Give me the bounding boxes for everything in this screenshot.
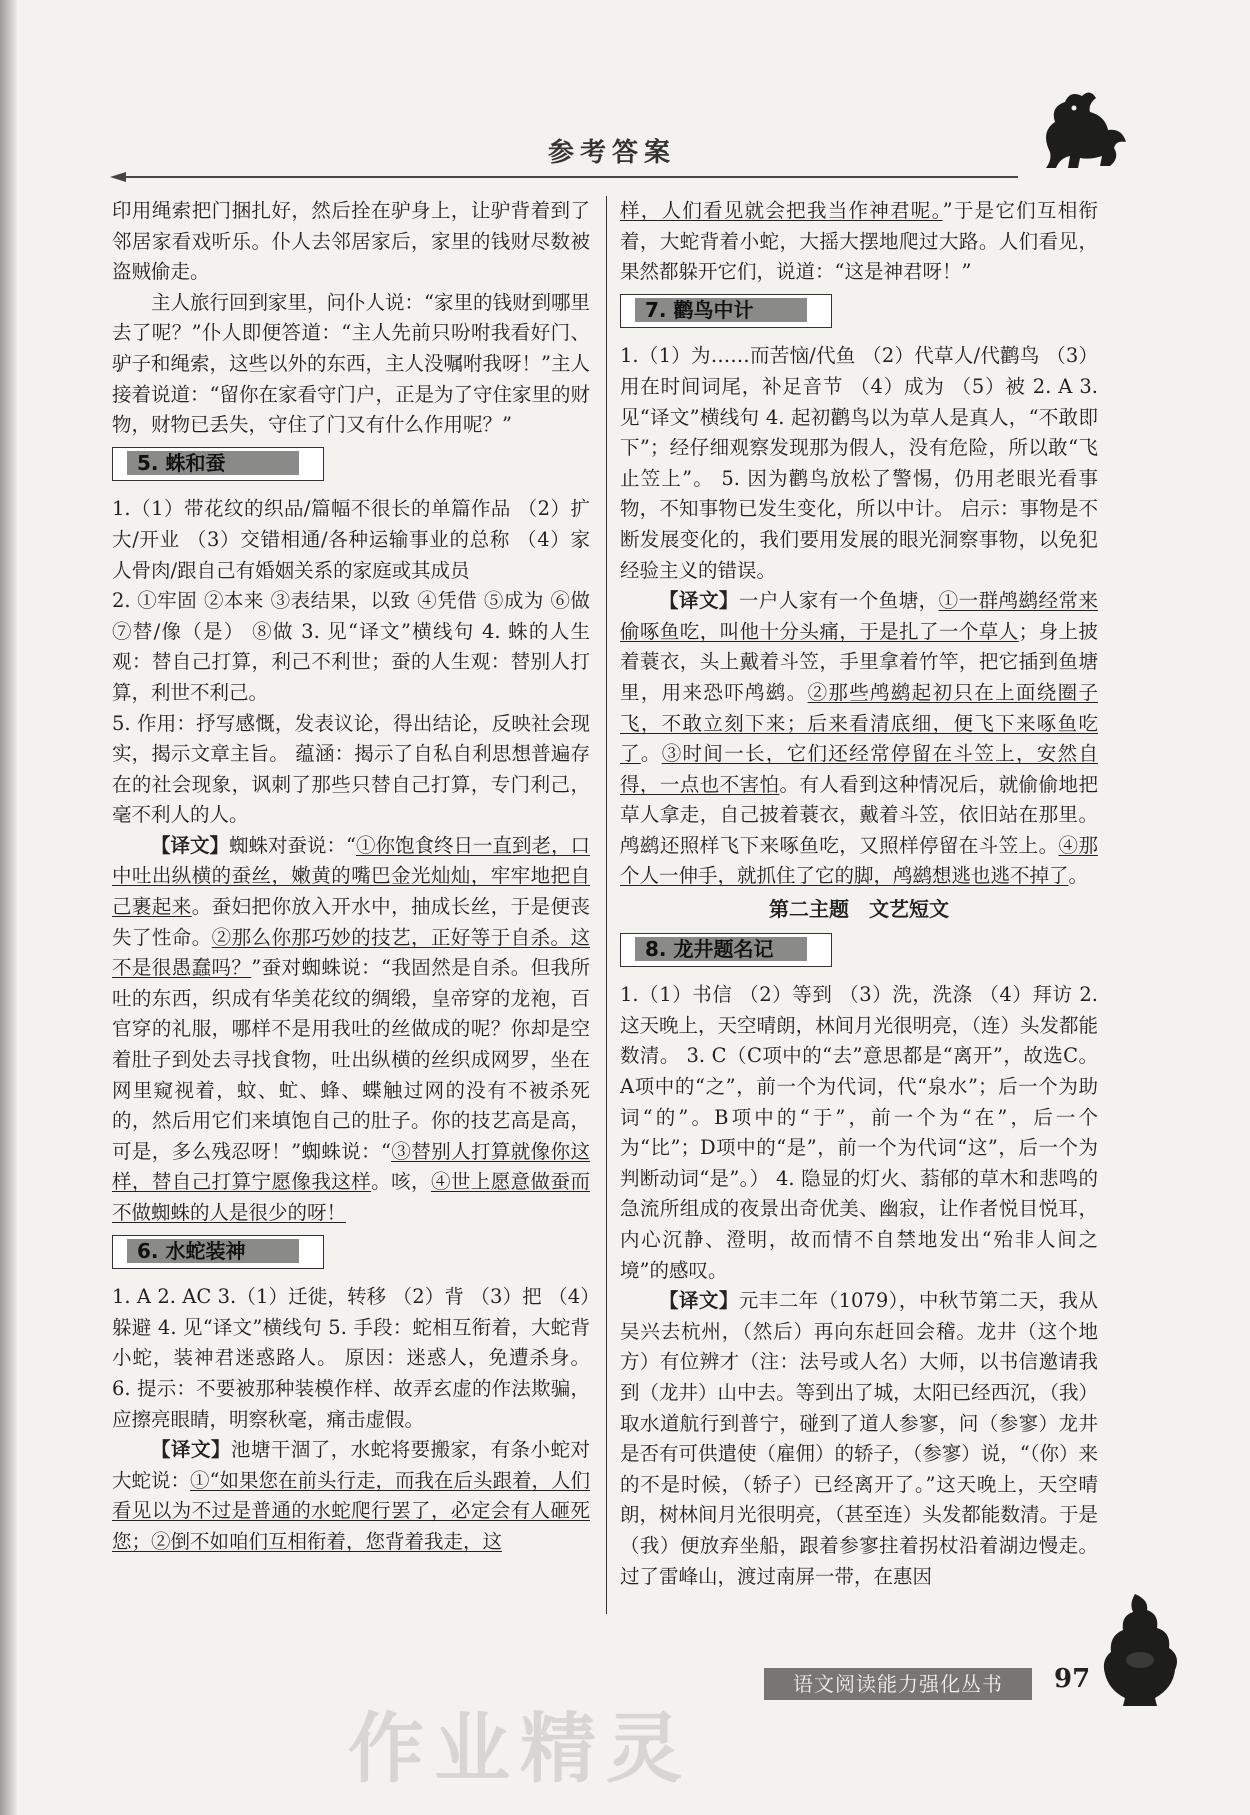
underlined-sentence: ③时间一长，它们还经常停留在斗笠上，安然自得，一点也不害怕 — [620, 742, 1098, 796]
text-run: 一户人家有一个鱼塘， — [738, 589, 939, 613]
translation-label: 【译文】 — [659, 589, 739, 613]
translation-label: 【译文】 — [151, 1438, 231, 1462]
paragraph: 主人旅行回到家里，问仆人说：“家里的钱财到哪里去了呢？”仆人即便答道：“主人先前只吩咐我看好门、驴子和绳索，这些以外的东西，主人没嘱咐我呀！”主人接着说道：“留你在家看守门户，正是为了守住家里的财物，财物已丢失，守住了门又有什么作用呢？” — [112, 290, 590, 437]
underlined-sentence: ①“如果您在前头行走，而我在后头跟着，人们看见以为不过是普通的水蛇爬行罢了，必定会有人砸死您；②倒不如咱们互相衔着，您背着我走，这 — [112, 1468, 590, 1553]
paragraph — [620, 196, 1098, 288]
underlined-sentence: ④那个人一伸手，就抓住了它的脚，鸬鹚想逃也逃不掉了 — [620, 833, 1098, 888]
translation-paragraph — [112, 1435, 590, 1557]
text-run: 池塘干涸了，水蛇将要搬家，有条小蛇对大蛇说： — [112, 1438, 590, 1492]
underlined-sentence: ①一群鸬鹚经常来偷啄鱼吃，叫他十分头痛，于是扎了一个草人 — [620, 589, 1098, 643]
section-header-5 — [112, 447, 324, 481]
dragon-ornament-icon — [1030, 82, 1130, 172]
page-title: 参考答案 — [548, 138, 677, 168]
answer-block: 1.（1）带花纹的织品/篇幅不很长的单篇作品 （2）扩大/开业 （3）交错相通/各种运输事业的总称 （4）家人骨肉/跟自己有婚姻关系的家庭或其成员 — [112, 497, 590, 582]
section-title: 6. 水蛇装神 — [127, 1239, 299, 1263]
series-title: 语文阅读能力强化丛书 — [764, 1668, 1032, 1700]
theme-title: 第二主题 文艺短文 — [769, 897, 949, 922]
section-title: 7. 鹳鸟中计 — [635, 298, 807, 322]
paragraph: 印用绳索把门捆扎好，然后拴在驴身上，让驴背着到了邻居家看戏听乐。仆人去邻居家后，家里的钱财尽数被盗贼偷走。 — [112, 199, 590, 284]
header-rule — [118, 176, 1018, 178]
text-run: 。咳， — [371, 1170, 431, 1194]
section-header-8 — [620, 933, 832, 967]
answer-block: 1. A 2. AC 3.（1）迁徙，转移 （2）背 （3）把 （4）躲避 4. 见“译文”横线句 5. 手段：蛇相互衔着，大蛇背小蛇，装神君迷惑路人。 原因：迷惑人，免遭杀身。 6. 提示：不要被那种装模作样、故弄玄虚的作法欺骗，应擦亮眼睛，明察秋毫，痛击虚假。 — [112, 1285, 590, 1431]
section-title: 5. 蛛和蚕 — [127, 451, 299, 475]
section-title: 8. 龙井题名记 — [635, 937, 807, 961]
answer-block: 2. ①牢固 ②本来 ③表结果，以致 ④凭借 ⑤成为 ⑥做 ⑦替/像（是） ⑧做 3. 见“译文”横线句 4. 蛛的人生观：替自己打算，利己不利世；蚕的人生观：替别人打算，利世不利己。 — [112, 589, 590, 704]
section-header-6 — [112, 1235, 324, 1269]
underlined-sentence: ④世上愿意做蚕而不做蜘蛛的人是很少的呀！ — [112, 1170, 590, 1224]
text-run: 。有人看到这种情况后，就偷偷地把草人拿走，自己披着蓑衣，戴着斗笠，依旧站在那里。鸬鹚还照样飞下来啄鱼吃，又照样停留在斗笠上。 — [620, 772, 1098, 857]
page-edge-shadow — [0, 0, 18, 1815]
underlined-sentence: ②那些鸬鹚起初只在上面绕圈子飞，不敢立刻下来；后来看清底细，便飞下来啄鱼吃了 — [620, 680, 1098, 766]
right-column — [620, 196, 1098, 1592]
underlined-sentence: ①你饱食终日一直到老，口中吐出纵横的蚕丝，嫩黄的嘴巴金光灿灿，牢牢地把自己裹起来 — [112, 833, 591, 919]
underlined-sentence: ③替别人打算就像你这样，替自己打算宁愿像我这样 — [112, 1139, 590, 1194]
underlined-sentence: ②那么你那巧妙的技艺，正好等于自杀。这不是很愚蠢吗？ — [112, 925, 590, 980]
text-run: ”于是它们互相衔着，大蛇背着小蛇，大摇大摆地爬过大路。人们看见，果然都躲开它们，说道：“这是神君呀！” — [620, 199, 1098, 284]
answer-block: 1.（1）书信 （2）等到 （3）洗，洗涤 （4）拜访 2. 这天晚上，天空晴朗，林间月光很明亮，（连）头发都能数清。 3. C（C项中的“去”意思都是“离开”，故选C。A项中的“之”，前一个为代词，代“泉水”；后一个为助词“的”。B项中的“于”，前一个为“在”，后一个为“比”；D项中的“是”，前一个为代词“这”，后一个为判断动词“是”。） 4. 隐显的灯火、蓊郁的草木和悲鸣的急流所组成的夜景出奇优美、幽寂，让作者悦目悦耳，内心沉静、澄明，故而情不自禁地发出“殆非人间之境”的感叹。 — [620, 983, 1098, 1282]
translation-label: 【译文】 — [151, 833, 230, 857]
text-run: ；身上披着蓑衣，头上戴着斗笠，手里拿着竹竿，把它插到鱼塘里，用来恐吓鸬鹚。 — [620, 619, 1098, 704]
bronze-vessel-ornament-icon — [1095, 1590, 1185, 1710]
column-divider — [606, 196, 607, 1614]
translation-paragraph — [620, 1286, 1098, 1592]
left-column — [112, 196, 590, 1558]
page-number: 97 — [1054, 1664, 1091, 1694]
watermark: 作业精灵 — [348, 1704, 692, 1793]
translation-paragraph — [112, 831, 590, 1229]
text-run: 元丰二年（1079），中秋节第二天，我从吴兴去杭州，（然后）再向东赶回会稽。龙井（这个地方）有位辨才（注：法号或人名）大师，以书信邀请我到（龙井）山中去。等到出了城，太阳已经西沉，（我）取水道航行到普宁，碰到了道人参寥，问（参寥）龙井是否有可供遣使（雇佣）的轿子，（参寥）说，“（你）来的不是时候，（轿子）已经离开了。”这天晚上，天空晴朗，树林间月光很明亮，（甚至连）头发都能数清。于是（我）便放弃坐船，跟着参寥拄着拐杖沿着湖边慢走。过了雷峰山，渡过南屏一带，在惠因 — [620, 1289, 1098, 1588]
translation-paragraph — [620, 586, 1098, 892]
text-run: 蜘蛛对蚕说：“ — [229, 833, 356, 857]
section-header-7 — [620, 294, 832, 328]
translation-label: 【译文】 — [659, 1289, 739, 1313]
text-run: 。 — [1068, 864, 1089, 888]
underlined-sentence: 样，人们看见就会把我当作神君呢。 — [620, 199, 943, 222]
answer-block: 1.（1）为……而苦恼/代鱼 （2）代草人/代鹳鸟 （3）用在时间词尾，补足音节 （4）成为 （5）被 2. A 3. 见“译文”横线句 4. 起初鹳鸟以为草人是真人，“不敢即下”；经仔细观察发现那为假人，没有危险，所以敢“飞止笠上”。 5. 因为鹳鸟放松了警惕，仍用老眼光看事物，不知事物已发生变化，所以中计。 启示：事物是不断发展变化的，我们要用发展的眼光洞察事物，以免犯经验主义的错误。 — [620, 344, 1098, 582]
answer-block: 5. 作用：抒写感慨，发表议论，得出结论，反映社会现实，揭示文章主旨。 蕴涵：揭示了自私自利思想普遍存在的社会现象，讽刺了那些只替自己打算，专门利己，毫不利人的人。 — [112, 711, 590, 827]
text-run: ”蚕对蜘蛛说：“我固然是自杀。但我所吐的东西，织成有华美花纹的绸缎，皇帝穿的龙袍，百官穿的礼服，哪样不是用我吐的丝做成的呢？你却是空着肚子到处去寻找食物，吐出纵横的丝织成网罗，坐在网里窥视着，蚊、虻、蜂、蝶触过网的没有不被杀死的，然后用它们来填饱自己的肚子。你的技艺高是高，可是，多么残忍呀！”蜘蛛说：“ — [112, 956, 590, 1163]
text-run: 。 — [640, 742, 662, 766]
text-run: 。蚕妇把你放入开水中，抽成长丝，于是便丧失了性命。 — [112, 895, 590, 949]
